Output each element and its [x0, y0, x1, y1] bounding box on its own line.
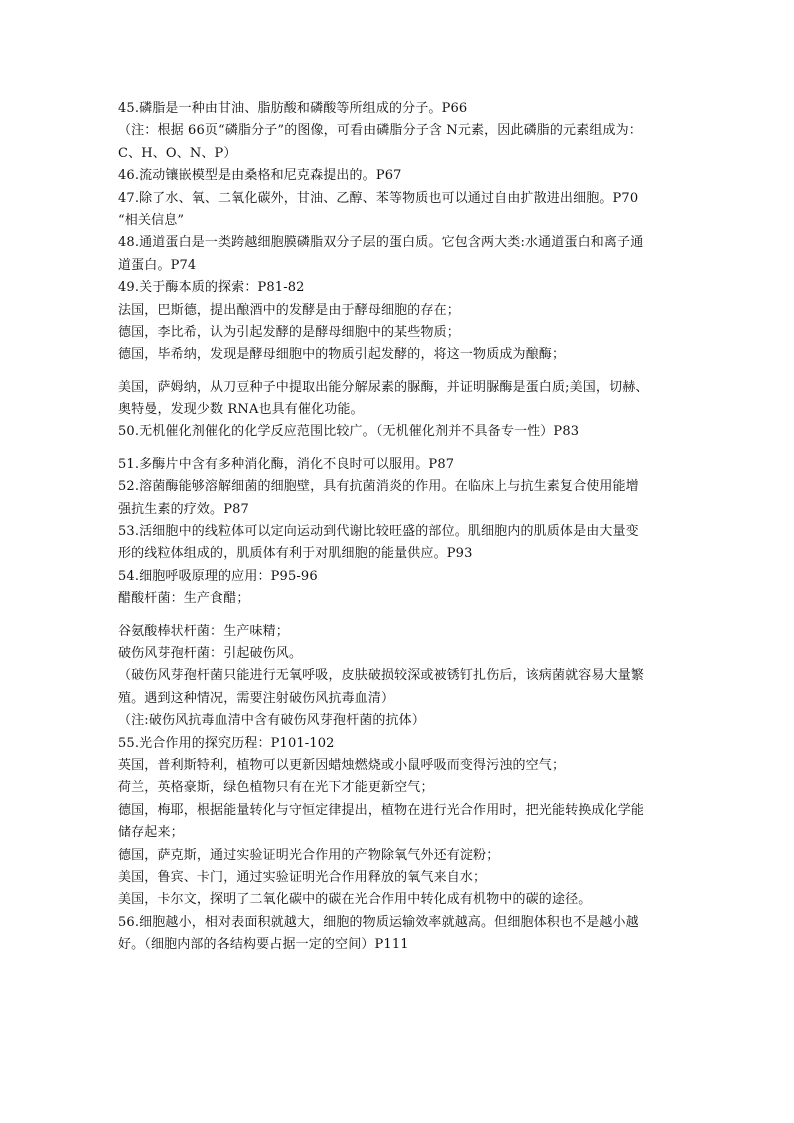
text-line: 47.除了水、氧、二氧化碳外，甘油、乙醇、苯等物质也可以通过自由扩散进出细胞。P70 — [118, 190, 639, 206]
text-line: 52.溶菌酶能够溶解细菌的细胞壁，具有抗菌消炎的作用。在临床上与抗生素复合使用能增 — [118, 479, 639, 495]
text-line: 荷兰，英格豪斯，绿色植物只有在光下才能更新空气； — [118, 780, 434, 796]
text-line: 强抗生素的疗效。P87 — [118, 501, 249, 517]
text-line: 51.多酶片中含有多种消化酶，消化不良时可以服用。P87 — [118, 456, 455, 472]
text-line: 殖。遇到这种情况，需要注射破伤风抗毒血清） — [118, 690, 395, 706]
text-line: 49.关于酶本质的探索：P81-82 — [118, 280, 305, 296]
text-line: 美国，卡尔文，探明了二氧化碳中的碳在光合作用中转化成有机物中的碳的途径。 — [118, 892, 592, 908]
text-line: 破伤风芽孢杆菌：引起破伤风。 — [118, 645, 303, 661]
text-line: 醋酸杆菌：生产食醋； — [118, 591, 250, 607]
text-line: 英国，普利斯特利，植物可以更新因蜡烛燃烧或小鼠呼吸而变得污浊的空气； — [118, 757, 566, 773]
text-line: 谷氨酸棒状杆菌：生产味精； — [118, 623, 289, 639]
text-line: 54.细胞呼吸原理的应用：P95-96 — [118, 568, 318, 584]
text-line: （注:破伤风抗毒血清中含有破伤风芽孢杆菌的抗体） — [118, 713, 425, 729]
paragraph-gap — [118, 444, 678, 454]
text-line: 美国，萨姆纳，从刀豆种子中提取出能分解尿素的脲酶，并证明脲酶是蛋白质;美国，切赫、 — [118, 379, 649, 395]
text-line: 法国，巴斯德，提出酿酒中的发酵是由于酵母细胞的存在； — [118, 302, 460, 318]
text-line: 储存起来； — [118, 825, 184, 841]
document-body — [118, 98, 678, 956]
text-line: 48.通道蛋白是一类跨越细胞膜磷脂双分子层的蛋白质。它包含两大类:水通道蛋白和离子通 — [118, 235, 644, 251]
text-line: 46.流动镶嵌模型是由桑格和尼克森提出的。P67 — [118, 168, 402, 184]
text-line: 道蛋白。P74 — [118, 257, 197, 273]
paragraph-gap — [118, 611, 678, 621]
paragraph-gap — [118, 367, 678, 377]
text-line: （注：根据 66页“磷脂分子”的图像，可看由磷脂分子含 N元素，因此磷脂的元素组成为： — [118, 123, 642, 139]
text-line: 形的线粒体组成的，肌质体有利于对肌细胞的能量供应。P93 — [118, 546, 473, 562]
text-line: 美国，鲁宾、卡门，通过实验证明光合作用释放的氧气来自水； — [118, 869, 487, 885]
text-line: 德国，萨克斯，通过实验证明光合作用的产物除氧气外还有淀粉； — [118, 847, 500, 863]
text-line: 德国，梅耶，根据能量转化与守恒定律提出，植物在进行光合作用时，把光能转换成化学能 — [118, 802, 645, 818]
text-line: 德国，李比希，认为引起发酵的是酵母细胞中的某些物质； — [118, 324, 460, 340]
text-line: 德国，毕希纳，发现是酵母细胞中的物质引起发酵的，将这一物质成为酿酶； — [118, 347, 566, 363]
text-line: C、H、O、N、P） — [118, 145, 237, 161]
text-line: “相关信息” — [118, 212, 185, 228]
text-line: 55.光合作用的探究历程：P101-102 — [118, 735, 335, 751]
text-line: 奥特曼，发现少数 RNA也具有催化功能。 — [118, 402, 364, 418]
text-line: 好。（细胞内部的各结构要占据一定的空间）P111 — [118, 937, 409, 953]
text-line: 56.细胞越小，相对表面积就越大，细胞的物质运输效率就越高。但细胞体积也不是越小越 — [118, 914, 639, 930]
text-line: （破伤风芽孢杆菌只能进行无氧呼吸，皮肤破损较深或被锈钉扎伤后，该病菌就容易大量繁 — [118, 668, 645, 684]
text-line: 45.磷脂是一种由甘油、脂肪酸和磷酸等所组成的分子。P66 — [118, 101, 468, 116]
text-line: 50.无机催化剂催化的化学反应范围比较广。（无机催化剂并不具备专一性）P83 — [118, 424, 580, 440]
text-line: 53.活细胞中的线粒体可以定向运动到代谢比较旺盛的部位。肌细胞内的肌质体是由大量变 — [118, 524, 639, 540]
